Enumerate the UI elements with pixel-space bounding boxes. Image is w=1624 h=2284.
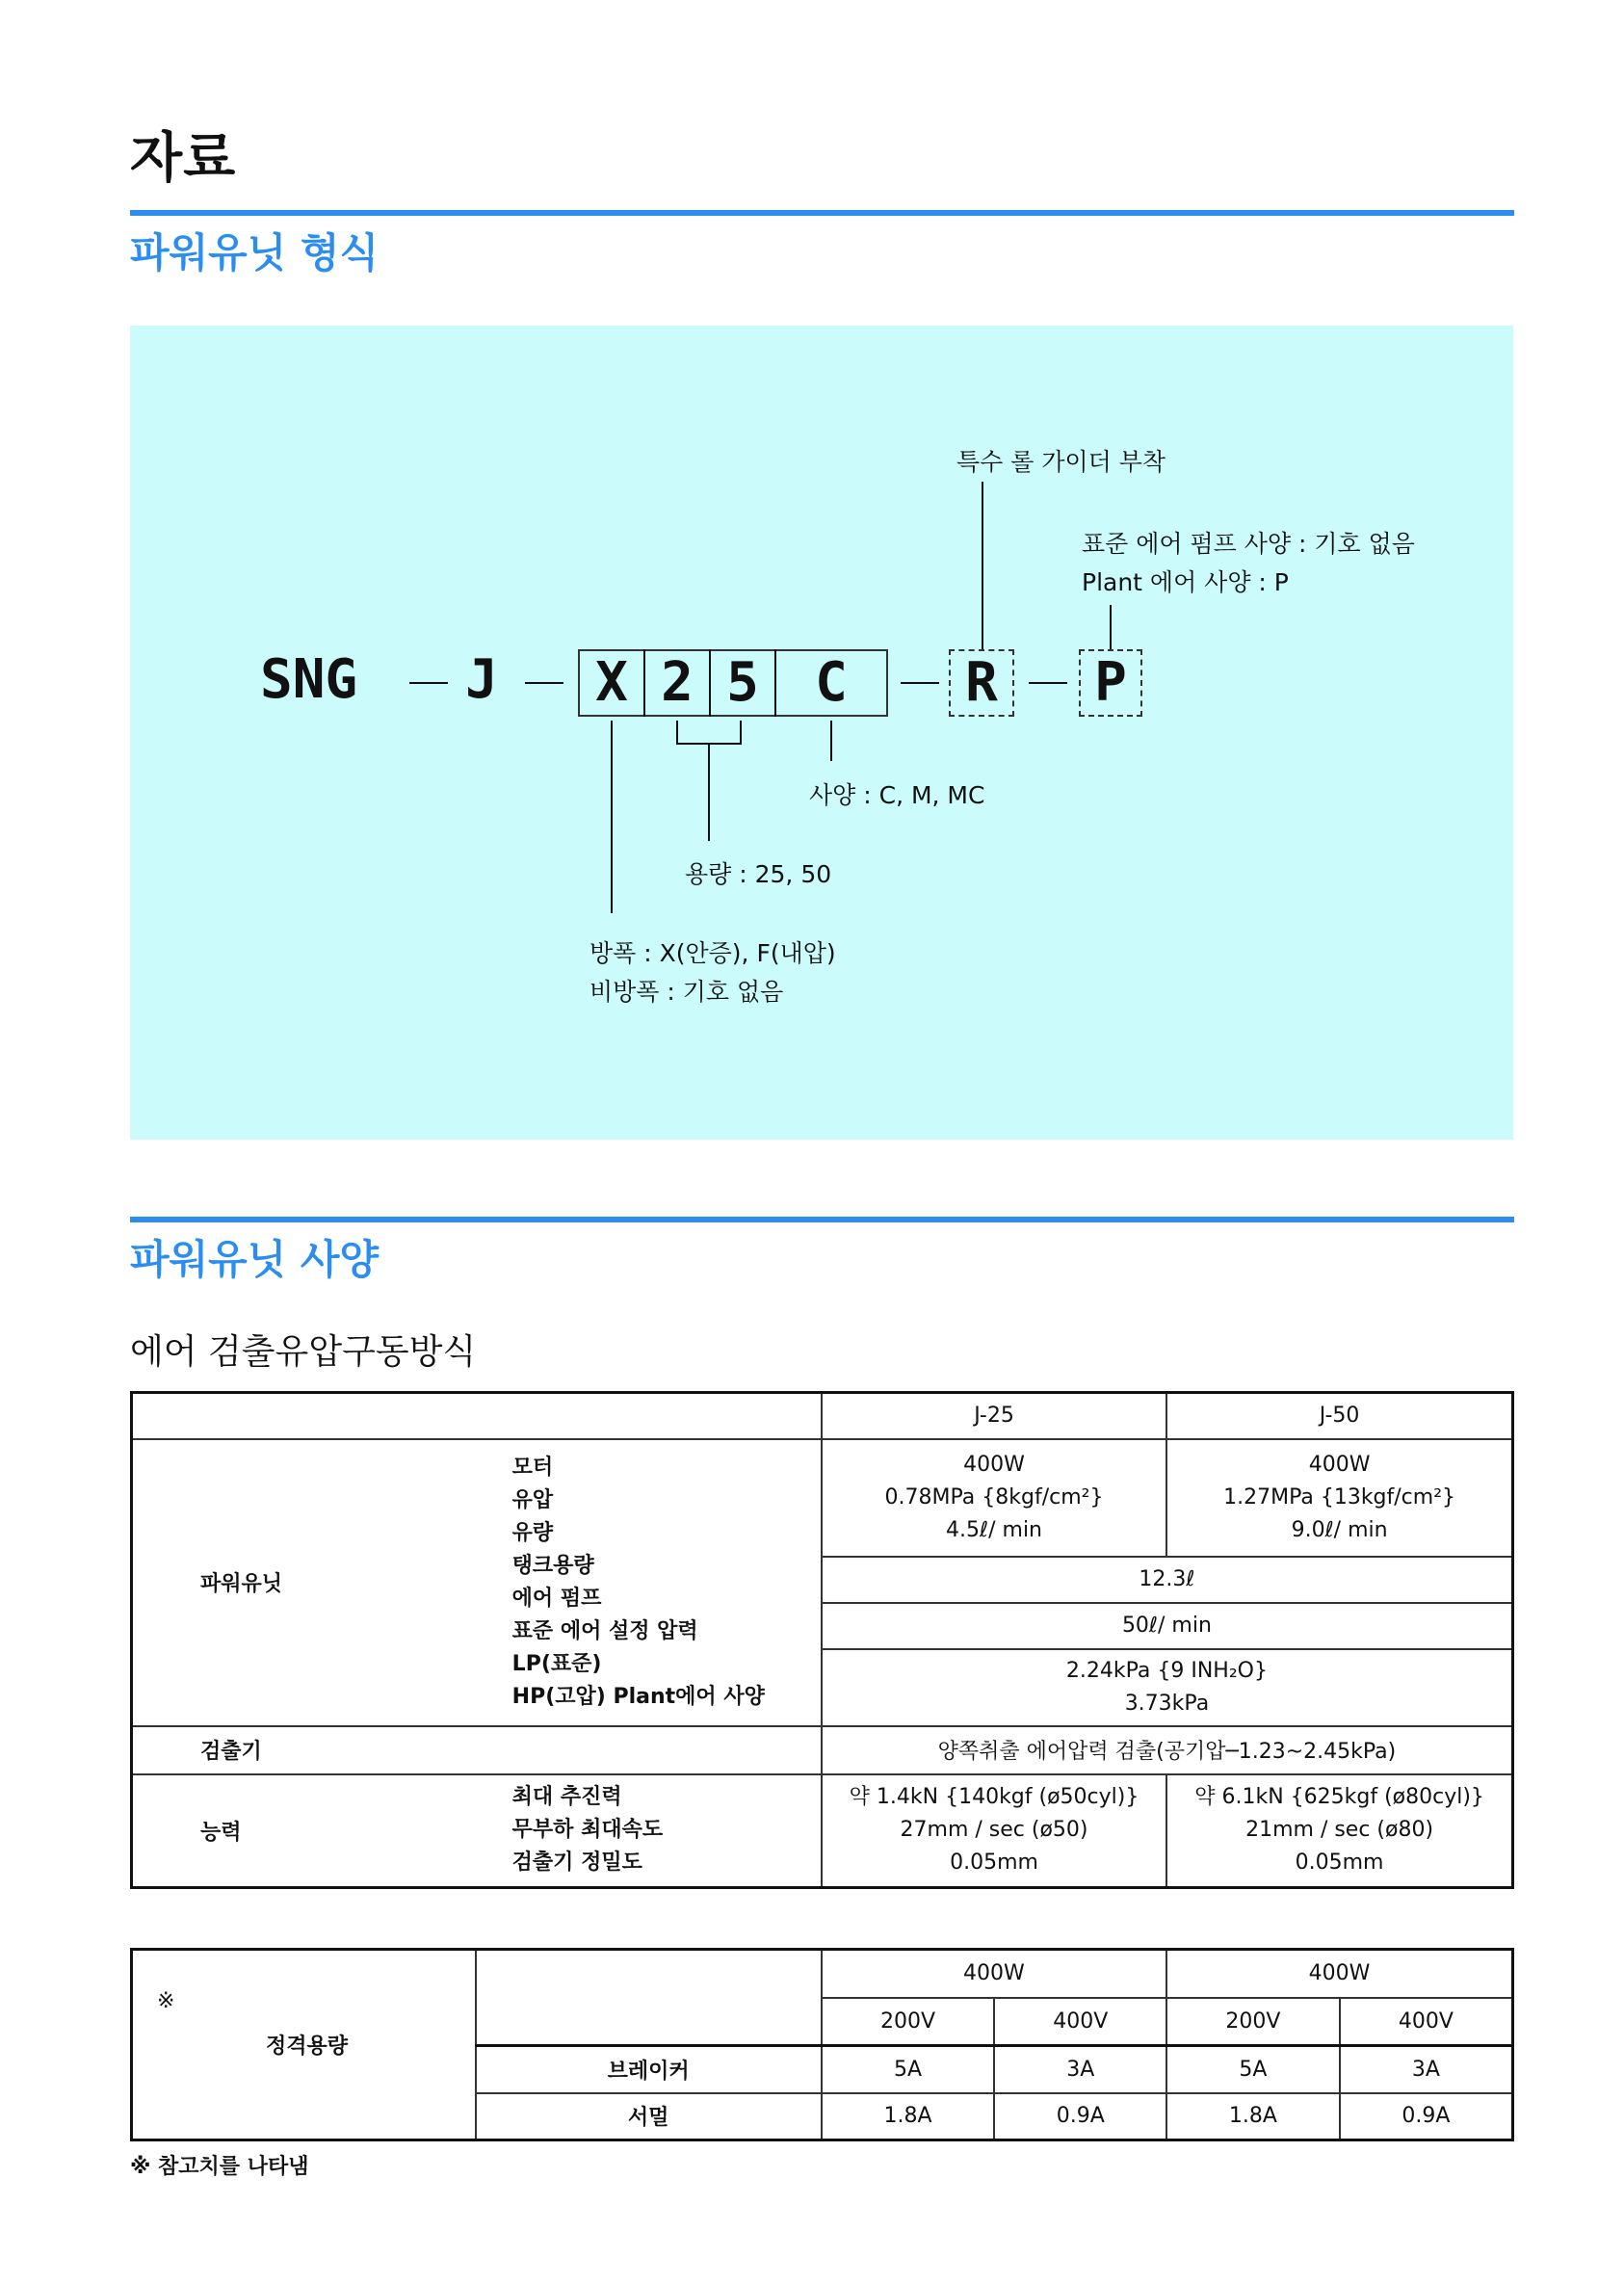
- j50-ability-values: [1166, 1774, 1512, 1888]
- j25-pressure: 0.78MPa {8kgf/cm²}: [884, 1484, 1104, 1510]
- item-detector-precision: 검출기 정밀도: [511, 1851, 642, 1876]
- breaker-1: 5A: [822, 2046, 995, 2093]
- j50-pressure: 1.27MPa {13kgf/cm²}: [1223, 1484, 1456, 1510]
- code-2: 2: [661, 651, 694, 714]
- item-flow: 유량: [511, 1520, 554, 1545]
- code-sng: SNG: [260, 648, 358, 711]
- thermal-3: 1.8A: [1166, 2093, 1340, 2140]
- label-roll-guide: 특수 롤 가이더 부착: [956, 448, 1166, 476]
- volt-400-1: 400V: [994, 1998, 1166, 2046]
- breaker-4: 3A: [1340, 2046, 1513, 2093]
- j50-precision: 0.05mm: [1295, 1851, 1384, 1876]
- label-air-pump-2: Plant 에어 사양 : P: [1082, 568, 1289, 596]
- code-x: X: [595, 651, 628, 714]
- group-400w-2: 400W: [1166, 1950, 1512, 1998]
- label-capacity: 용량 : 25, 50: [685, 860, 832, 888]
- j25-speed: 27mm / sec (ø50): [900, 1818, 1088, 1843]
- row-ability: 능력: [132, 1774, 476, 1888]
- label-spec: 사양 : C, M, MC: [809, 781, 985, 809]
- air-pressure-values: [822, 1649, 1513, 1726]
- group-400w-1: 400W: [822, 1950, 1166, 1998]
- bracket-left: [676, 721, 678, 744]
- section-divider: [130, 1217, 1514, 1222]
- rating-table: [130, 1948, 1514, 2141]
- ability-items: [476, 1774, 822, 1888]
- leader-capacity: [708, 743, 710, 841]
- volt-400-2: 400V: [1340, 1998, 1513, 2046]
- rating-title-cell: [132, 1950, 476, 2059]
- section-divider: [130, 210, 1514, 216]
- j50-motor: 400W: [1308, 1452, 1371, 1477]
- breaker-2: 3A: [994, 2046, 1166, 2093]
- section-title-spec: 파워유닛 사양: [130, 1236, 380, 1283]
- col-header-j50: J-50: [1166, 1393, 1512, 1439]
- hp-pressure: 3.73kPa: [1124, 1691, 1210, 1716]
- label-explosion-1: 방폭 : X(안증), F(내압): [589, 939, 836, 967]
- header-blank: [132, 1393, 822, 1439]
- tank-value: 12.3ℓ: [822, 1557, 1513, 1603]
- row-detector: 검출기: [132, 1726, 822, 1774]
- rating-title: 정격용량: [266, 2035, 349, 2059]
- item-air-setting: 표준 에어 설정 압력: [511, 1618, 698, 1643]
- dash-2: [525, 682, 563, 684]
- code-c: C: [815, 651, 848, 714]
- j25-thrust: 약 1.4kN {140kgf (ø50cyl)}: [849, 1785, 1139, 1810]
- j25-power-values: [822, 1439, 1166, 1557]
- row-thermal: 서멀: [476, 2093, 822, 2140]
- thermal-2: 0.9A: [994, 2093, 1166, 2140]
- j50-power-values: [1166, 1439, 1512, 1557]
- page-title: 자료: [130, 127, 237, 190]
- section-title-type: 파워유닛 형식: [130, 229, 380, 276]
- row-breaker: 브레이커: [476, 2046, 822, 2093]
- leader-x: [611, 721, 613, 913]
- code-p: P: [1094, 651, 1127, 714]
- footnote: ※ 참고치를 나타냄: [130, 2155, 309, 2179]
- detector-value: 양쪽취출 에어압력 검출(공기압─1.23~2.45kPa): [822, 1726, 1513, 1774]
- j25-ability-values: [822, 1774, 1166, 1888]
- leader-c: [830, 721, 832, 761]
- volt-200-1: 200V: [822, 1998, 995, 2046]
- power-unit-items: [476, 1439, 822, 1726]
- item-air-pump: 에어 펌프: [511, 1586, 602, 1611]
- item-max-thrust: 최대 추진력: [511, 1785, 622, 1810]
- breaker-3: 5A: [1166, 2046, 1340, 2093]
- label-air-pump-1: 표준 에어 펌프 사양 : 기호 없음: [1082, 530, 1415, 558]
- spec-table: [130, 1391, 1514, 1889]
- dash-4: [1029, 682, 1067, 684]
- item-lp: LP(표준): [511, 1651, 602, 1676]
- item-tank: 탱크용량: [511, 1553, 594, 1578]
- label-explosion-2: 비방폭 : 기호 없음: [589, 978, 784, 1006]
- rating-mark: ※: [157, 1989, 175, 2013]
- dash-1: [409, 682, 448, 684]
- model-code-diagram: [130, 326, 1513, 1140]
- leader-p: [1110, 605, 1112, 649]
- item-max-speed: 무부하 최대속도: [511, 1818, 664, 1843]
- row-power-unit: 파워유닛: [132, 1439, 476, 1726]
- j50-speed: 21mm / sec (ø80): [1245, 1818, 1434, 1843]
- item-pressure: 유압: [511, 1487, 554, 1512]
- air-pump-value: 50ℓ/ min: [822, 1603, 1513, 1649]
- rating-blank: [476, 1950, 822, 2046]
- j25-precision: 0.05mm: [950, 1851, 1038, 1876]
- volt-200-2: 200V: [1166, 1998, 1340, 2046]
- subtitle: 에어 검출유압구동방식: [130, 1332, 477, 1372]
- j50-thrust: 약 6.1kN {625kgf (ø80cyl)}: [1194, 1785, 1484, 1810]
- item-hp: HP(고압) Plant에어 사양: [511, 1684, 765, 1709]
- item-motor: 모터: [511, 1455, 554, 1480]
- j25-flow: 4.5ℓ/ min: [946, 1517, 1042, 1542]
- col-header-j25: J-25: [822, 1393, 1166, 1439]
- leader-r: [982, 482, 983, 649]
- code-j: J: [465, 648, 498, 711]
- thermal-1: 1.8A: [822, 2093, 995, 2140]
- j50-flow: 9.0ℓ/ min: [1291, 1517, 1388, 1542]
- thermal-4: 0.9A: [1340, 2093, 1513, 2140]
- dash-3: [901, 682, 939, 684]
- code-r: R: [965, 651, 998, 714]
- rating-title-lower: [132, 2046, 476, 2140]
- lp-pressure: 2.24kPa {9 INH₂O}: [1065, 1658, 1268, 1683]
- j25-motor: 400W: [963, 1452, 1025, 1477]
- bracket-right: [740, 721, 742, 744]
- code-5: 5: [726, 651, 759, 714]
